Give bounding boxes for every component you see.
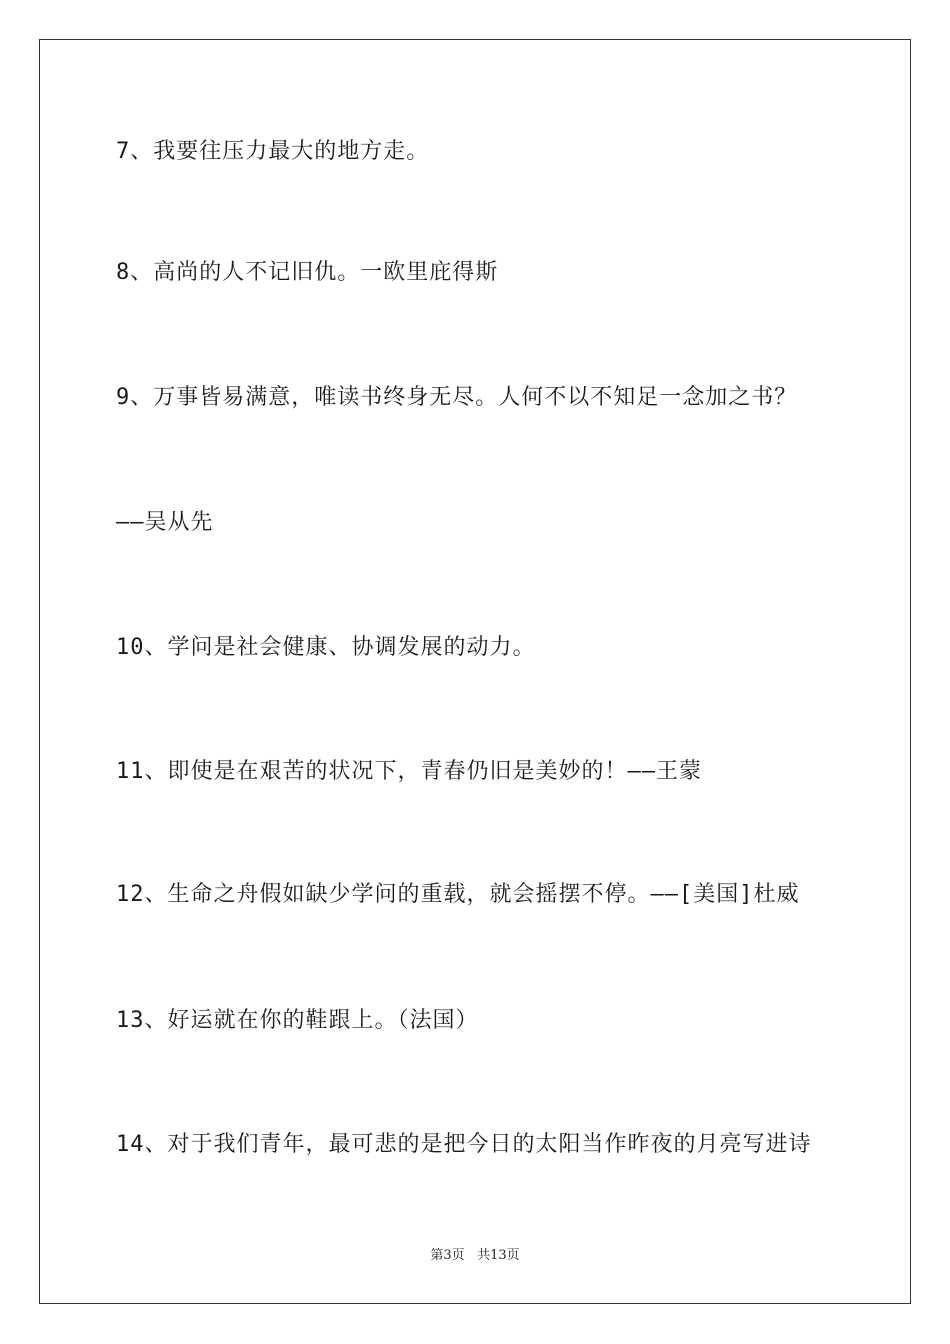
page-border [39,39,911,1304]
quote-line-12: 12、生命之舟假如缺少学问的重载，就会摇摆不停。——[美国]杜威 [116,882,800,907]
quote-line-7: 7、我要往压力最大的地方走。 [116,139,430,164]
quote-line-9: 9、万事皆易满意，唯读书终身无尽。人何不以不知足一念加之书？ [116,385,798,410]
quote-line-9-attribution: ——吴从先 [116,510,214,535]
page-number: 第3页 [430,1248,465,1263]
quote-line-14: 14、对于我们青年，最可悲的是把今日的太阳当作昨夜的月亮写进诗 [116,1132,812,1157]
quote-line-10: 10、学问是社会健康、协调发展的动力。 [116,635,536,660]
page-total: 共13页 [477,1248,520,1263]
quote-line-8: 8、高尚的人不记旧仇。一欧里庇得斯 [116,260,499,285]
quote-line-11: 11、即使是在艰苦的状况下，青春仍旧是美妙的！——王蒙 [116,759,702,784]
quote-line-13: 13、好运就在你的鞋跟上。（法国） [116,1008,479,1033]
page-footer [0,1247,950,1265]
